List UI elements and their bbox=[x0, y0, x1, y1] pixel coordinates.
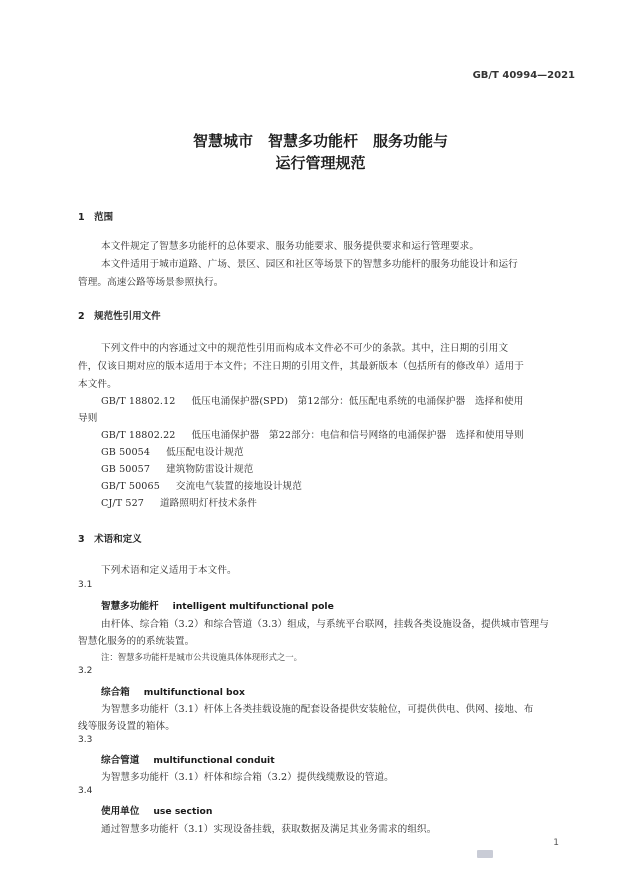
term-number: 3.1 bbox=[78, 580, 93, 590]
section-2-intro-line3: 本文件。 bbox=[78, 379, 117, 390]
term-definition-line1: 通过智慧多功能杆（3.1）实现设备挂载，获取数据及满足其业务需求的组织。 bbox=[101, 824, 437, 835]
section-1-para2-line2: 管理。高速公路等场景参照执行。 bbox=[78, 277, 224, 288]
reference-item bbox=[101, 461, 253, 475]
term-number: 3.3 bbox=[78, 735, 93, 745]
section-1-para2-line1: 本文件适用于城市道路、广场、景区、园区和社区等场景下的智慧多功能杆的服务功能设计和运行 bbox=[101, 259, 518, 270]
term-number: 3.4 bbox=[78, 786, 93, 796]
document-title-line2: 运行管理规范 bbox=[275, 154, 366, 172]
document-title-line1: 智慧城市 智慧多功能杆 服务功能与 bbox=[192, 132, 448, 150]
reference-item bbox=[101, 495, 257, 509]
reference-title: 低压电涌保护器 第22部分：电信和信号网络的电涌保护器 选择和使用导则 bbox=[191, 430, 524, 441]
term-zh: 综合管道 bbox=[101, 755, 140, 766]
reference-code: GB/T 18802.12 bbox=[101, 396, 176, 407]
term-zh: 智慧多功能杆 bbox=[101, 601, 159, 612]
term-definition-line2: 智慧化服务的的系统装置。 bbox=[78, 636, 195, 647]
term-definition-line1: 为智慧多功能杆（3.1）杆体上各类挂载设施的配套设备提供安装舱位，可提供供电、供网、接地、布 bbox=[101, 704, 534, 715]
reference-code: GB 50057 bbox=[101, 464, 151, 475]
term-en: multifunctional box bbox=[143, 687, 245, 698]
standard-number: GB/T 40994—2021 bbox=[472, 70, 575, 81]
term-definition-line2: 线等服务设置的箱体。 bbox=[78, 721, 175, 732]
reference-item bbox=[101, 393, 523, 407]
reference-title-continued: 导则 bbox=[78, 413, 98, 424]
section-3-heading: 3 术语和定义 bbox=[78, 534, 142, 545]
term-en: use section bbox=[153, 806, 213, 817]
section-1-heading: 1 范围 bbox=[78, 212, 114, 223]
term-zh: 使用单位 bbox=[101, 806, 140, 817]
term-heading bbox=[101, 752, 275, 766]
term-en: intelligent multifunctional pole bbox=[172, 601, 334, 612]
section-2-intro-line1: 下列文件中的内容通过文中的规范性引用而构成本文件必不可少的条款。其中，注日期的引用文 bbox=[101, 343, 509, 354]
watermark-badge bbox=[477, 850, 493, 858]
reference-title: 低压配电设计规范 bbox=[166, 447, 244, 458]
term-definition-line1: 由杆体、综合箱（3.2）和综合管道（3.3）组成，与系统平台联网，挂载各类设施设备，提供城市管理与 bbox=[101, 619, 549, 630]
term-definition-line1: 为智慧多功能杆（3.1）杆体和综合箱（3.2）提供线缆敷设的管道。 bbox=[101, 772, 394, 783]
section-3-intro: 下列术语和定义适用于本文件。 bbox=[101, 565, 237, 576]
reference-title: 道路照明灯杆技术条件 bbox=[159, 498, 257, 509]
term-number: 3.2 bbox=[78, 666, 93, 676]
reference-title: 交流电气装置的接地设计规范 bbox=[175, 481, 302, 492]
term-en: multifunctional conduit bbox=[153, 755, 275, 766]
reference-code: CJ/T 527 bbox=[101, 498, 144, 509]
reference-code: GB/T 18802.22 bbox=[101, 430, 176, 441]
reference-item bbox=[101, 444, 244, 458]
section-2-heading: 2 规范性引用文件 bbox=[78, 311, 161, 322]
term-heading bbox=[101, 803, 212, 817]
section-1-para1: 本文件规定了智慧多功能杆的总体要求、服务功能要求、服务提供要求和运行管理要求。 bbox=[101, 241, 480, 252]
term-heading bbox=[101, 684, 245, 698]
reference-title: 低压电涌保护器(SPD) 第12部分：低压配电系统的电涌保护器 选择和使用 bbox=[191, 396, 524, 407]
page-number: 1 bbox=[553, 838, 559, 848]
reference-code: GB/T 50065 bbox=[101, 481, 160, 492]
reference-item bbox=[101, 427, 524, 441]
section-2-intro-line2: 件，仅该日期对应的版本适用于本文件；不注日期的引用文件，其最新版本（包括所有的修改单）适用于 bbox=[78, 361, 524, 372]
term-note: 注：智慧多功能杆是城市公共设施具体体现形式之一。 bbox=[101, 652, 302, 662]
reference-code: GB 50054 bbox=[101, 447, 151, 458]
reference-title: 建筑物防雷设计规范 bbox=[166, 464, 254, 475]
reference-item bbox=[101, 478, 302, 492]
term-zh: 综合箱 bbox=[101, 687, 130, 698]
term-heading bbox=[101, 598, 334, 612]
